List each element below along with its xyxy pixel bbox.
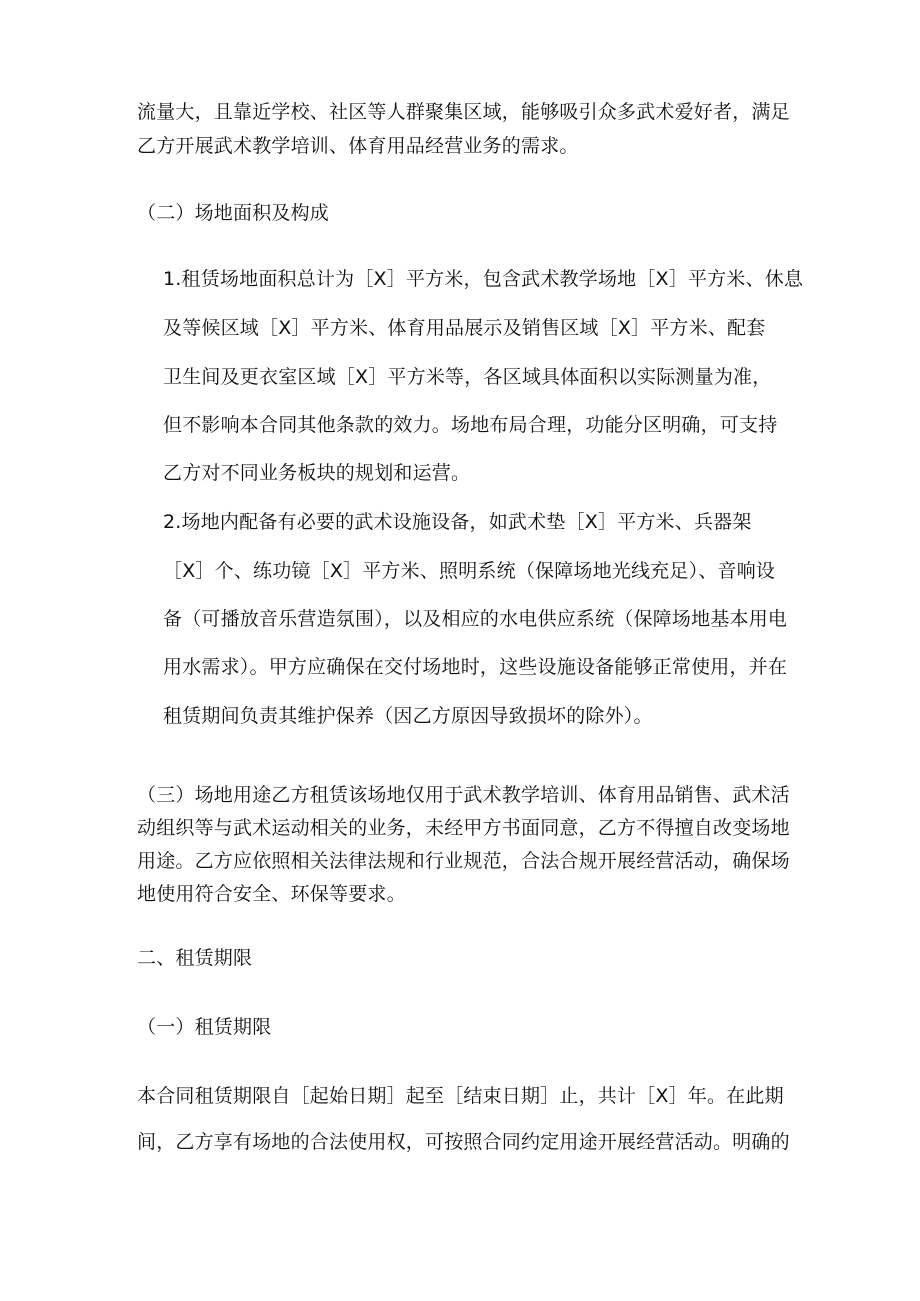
item-1-line-1: 1.租赁场地面积总计为［X］平方米，包含武术教学场地［X］平方米、休息: [163, 268, 804, 290]
term-line-2: 间，乙方享有场地的合法使用权，可按照合同约定用途开展经营活动。明确的: [137, 1131, 790, 1153]
item-2-line-4: 用水需求）。甲方应确保在交付场地时，这些设施设备能够正常使用，并在: [163, 656, 788, 678]
section-3-line-1: （三）场地用途乙方租赁该场地仅用于武术教学培训、体育用品销售、武术活: [137, 784, 790, 806]
item-1-line-2: 及等候区域［X］平方米、体育用品展示及销售区域［X］平方米、配套: [163, 317, 766, 339]
intro-line-2: 乙方开展武术教学培训、体育用品经营业务的需求。: [137, 135, 579, 157]
intro-line-1: 流量大，且靠近学校、社区等人群聚集区域，能够吸引众多武术爱好者，满足: [137, 101, 790, 123]
section-2-heading: （二）场地面积及构成: [137, 202, 330, 224]
item-1-line-4: 但不影响本合同其他条款的效力。场地布局合理，功能分区明确，可支持: [163, 414, 778, 436]
item-2-line-3: 备（可播放音乐营造氛围），以及相应的水电供应系统（保障场地基本用电: [163, 608, 788, 630]
item-2-line-5: 租赁期间负责其维护保养（因乙方原因导致损坏的除外）。: [163, 705, 653, 727]
subsection-1-heading: （一）租赁期限: [137, 1016, 272, 1038]
item-2-line-1: 2.场地内配备有必要的武术设施设备，如武术垫［X］平方米、兵器架: [163, 511, 752, 533]
item-1-line-3: 卫生间及更衣室区域［X］平方米等，各区域具体面积以实际测量为准，: [163, 366, 772, 388]
section-3-line-2: 动组织等与武术运动相关的业务，未经甲方书面同意，乙方不得擅自改变场地: [137, 817, 790, 839]
item-1-line-5: 乙方对不同业务板块的规划和运营。: [163, 462, 471, 484]
section-3-line-3: 用途。乙方应依照相关法律法规和行业规范，合法合规开展经营活动，确保场: [137, 850, 790, 872]
term-line-1: 本合同租赁期限自［起始日期］起至［结束日期］止，共计［X］年。在此期: [137, 1085, 784, 1107]
item-2-line-2: ［X］个、练功镜［X］平方米、照明系统（保障场地光线充足）、音响设: [163, 560, 776, 582]
chapter-2-heading: 二、租赁期限: [137, 947, 253, 969]
section-3-line-4: 地使用符合安全、环保等要求。: [137, 883, 406, 905]
